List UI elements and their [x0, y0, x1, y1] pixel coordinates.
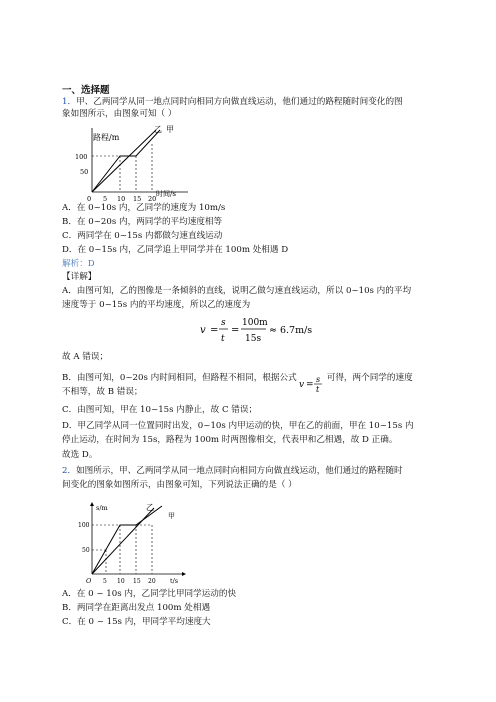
section-title: 一、选择题 [62, 85, 110, 96]
q2-xtick-15: 15 [133, 578, 141, 585]
q2-number: 2． [62, 466, 77, 476]
svg-text:t: t [315, 385, 319, 394]
formula-approx: ≈ 6.7m/s [269, 325, 313, 336]
q2-line-yi [92, 508, 154, 574]
q2-label-yi: 乙 [146, 503, 154, 512]
q1-xtick-20: 20 [148, 195, 157, 203]
inline-formula-v-s-t [297, 374, 327, 394]
q2-x-arrow [182, 572, 186, 576]
q1-stem-line2: 象如图所示，由图象可知（ ） [62, 109, 177, 119]
q1-xtick-10: 10 [117, 195, 126, 203]
q2-line-jia [92, 506, 162, 574]
q1-analysis-label: 解析：D [62, 259, 95, 269]
q2-stem-line1 [62, 466, 403, 477]
q1-ytick-50: 50 [80, 168, 89, 176]
detail-b-text-b: 可得，两个同学的速度 [326, 373, 413, 383]
q2-ytick-50: 50 [82, 547, 90, 554]
q1-ytick-100: 100 [75, 153, 88, 161]
q1-stem-text: 甲、乙两同学从同一地点同时向相同方向做直线运动，他们通过的路程随时间变化的图 [76, 97, 403, 107]
q1-distance-time-graph [75, 122, 194, 203]
q1-xtick-5: 5 [103, 195, 108, 203]
q2-stem-text: 如图所示，甲、乙两同学从同一地点同时向相同方向做直线运动，他们通过的路程随时 [76, 466, 403, 476]
q1-option-b: B．在 0~20s 内，两同学的平均速度相等 [62, 217, 223, 227]
q2-option-c: C．在 0 ~ 15s 内，甲同学平均速度大 [62, 617, 211, 627]
svg-text:v: v [298, 380, 304, 390]
formula-num: 100m [242, 318, 268, 328]
q1-option-a: A．在 0~10s 内，乙同学的速度为 10m/s [62, 203, 226, 213]
q2-xtick-5: 5 [103, 578, 107, 585]
q1-number: 1． [62, 97, 77, 107]
q2-stem-line2: 间变化的图象如图所示，由图象可知，下列说法正确的是（ ） [62, 480, 297, 490]
q2-label-jia: 甲 [168, 512, 175, 520]
q1-xtick-15: 15 [133, 195, 142, 203]
q2-origin: O [86, 577, 92, 585]
q1-label-jia: 甲 [166, 125, 174, 134]
formula-v: v [200, 325, 206, 336]
q2-xtick-10: 10 [117, 578, 125, 585]
q2-ytick-100: 100 [78, 522, 90, 529]
q1-label-yi: 乙 [154, 125, 162, 134]
q2-xlabel: t/s [170, 577, 179, 585]
q1-detail-c: C．由图可知，甲在 10~15s 内静止，故 C 错误； [62, 405, 258, 415]
q1-conclusion: 故选 D。 [62, 450, 98, 460]
q1-xlabel: 时间/s [156, 190, 176, 198]
q1-xtick-0: 0 [87, 195, 92, 203]
q2-xtick-20: 20 [148, 578, 156, 585]
svg-text:s: s [315, 375, 320, 384]
q2-distance-time-graph [78, 500, 194, 585]
formula-den: 15s [245, 334, 262, 344]
detail-b-text-a: B．由图可知，0~20s 内时间相同，但路程不相同，根据公式 [62, 373, 297, 383]
q1-detail-a-line2: 速度等于 0~15s 内的平均速度，所以乙的速度为 [62, 300, 251, 310]
q1-ylabel: 路程/m [93, 133, 120, 142]
q1-option-c: C．两同学在 0~15s 内都做匀速直线运动 [62, 231, 223, 241]
q2-option-b: B．两同学在距离出发点 100m 处相遇 [62, 603, 211, 613]
q1-detail-b-line2: 不相等，故 B 错误； [62, 387, 143, 397]
q1-option-d: D．在 0~15s 内，乙同学追上甲同学并在 100m 处相遇 D [62, 245, 289, 255]
q1-detail-a-line3: 故 A 错误； [62, 352, 109, 362]
q2-y-arrow [90, 502, 94, 506]
formula-t: t [221, 334, 225, 344]
formula-eq1: = [210, 325, 219, 336]
q1-detail-d-line2: 停止运动，在时间为 15s，路程为 100m 时两图像相交，代表甲和乙相遇，故 D 正确。 [62, 435, 398, 445]
svg-text:=: = [305, 380, 314, 390]
q1-velocity-formula [198, 312, 328, 348]
q1-detail-label: 【详解】 [62, 272, 97, 282]
q2-option-a: A．在 0 ~ 10s 内，乙同学比甲同学运动的快 [62, 589, 237, 599]
formula-eq2: = [231, 325, 240, 336]
q1-detail-d-line1: D．甲乙同学从同一位置同时出发，0~10s 内甲运动的快，甲在乙的前面，甲在 10~15s 内 [62, 421, 414, 431]
q1-detail-a-line1: A．由图可知，乙的图像是一条倾斜的直线，说明乙做匀速直线运动，所以 0~10s 内的平均 [62, 286, 412, 296]
formula-s: s [221, 318, 226, 328]
q1-stem-line1 [62, 97, 403, 108]
q2-ylabel: s/m [96, 504, 108, 512]
